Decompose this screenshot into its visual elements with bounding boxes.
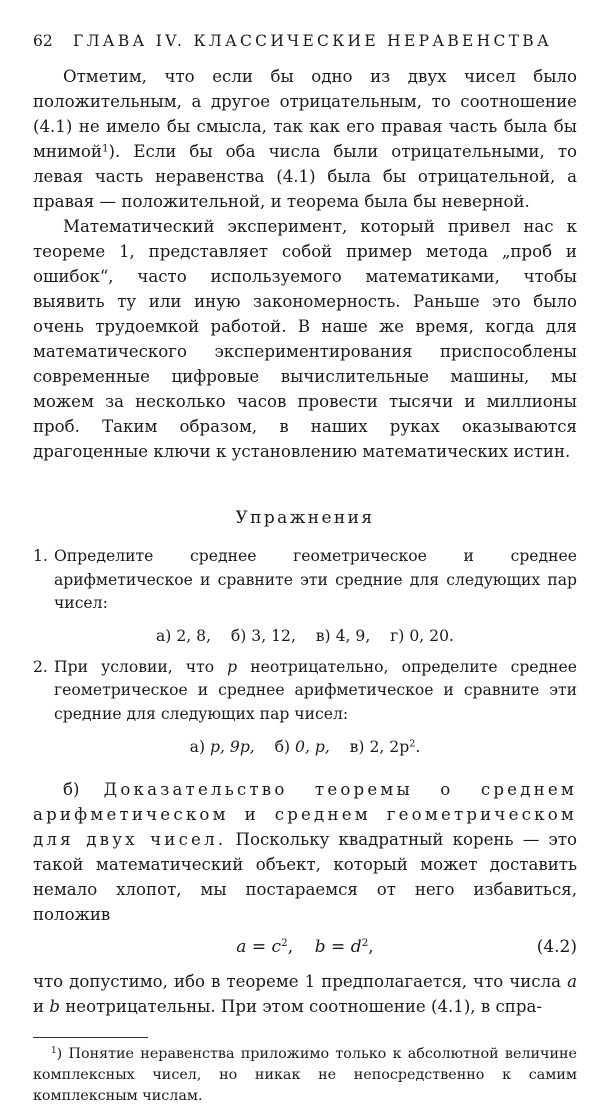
formula-end: ,	[368, 937, 374, 957]
answer-b-value: 0, p,	[295, 738, 330, 756]
footnote	[33, 1044, 577, 1107]
formula-var-c: c	[271, 937, 282, 957]
section-b-label: б)	[63, 780, 104, 799]
exercise-1-number: 1.	[33, 547, 48, 565]
answer-c-value: 2, 2p	[369, 738, 410, 756]
paragraph-2: Математический эксперимент, который привел нас к теореме 1, представляет собой пример метода „проб и ошибок“, часто используемого математиками, чтобы выявить ту или иную закономерность. Раньше это было очень трудоемкой работой. В наше же время, когда для математического экспериментирования приспособлены современные цифровые вычислительные машины, мы можем за несколько часов провести тысячи и миллионы проб. Таким образом, в наших руках оказываются драгоценные ключи к установлению математических истин.	[33, 217, 577, 461]
formula-equals-2: =	[325, 937, 351, 957]
exercise-2	[33, 656, 577, 727]
answer-c-exponent: 2	[409, 738, 416, 750]
answer-a-value: p, 9p,	[210, 738, 255, 756]
exercise-2-text-start: При условии, что	[54, 657, 228, 676]
paragraph-1-text: Отметим, что если бы одно из двух чисел было положительным, а другое отрицательным, то соотношение (4.1) не имело бы смысла, так как его правая часть была бы мнимой	[33, 67, 577, 161]
formula-separator: ,	[287, 937, 315, 957]
exercise-2-text-end: неотрицательно, определите среднее геометрическое и среднее арифметическое и сравните эти средние для следующих пар чисел:	[54, 657, 577, 723]
formula-var-d: d	[350, 937, 362, 957]
book-page	[33, 30, 577, 1107]
footnote-divider	[33, 1037, 148, 1038]
formula-4-2	[33, 933, 577, 963]
formula-number: (4.2)	[536, 937, 577, 957]
variable-p: p	[227, 657, 238, 676]
after-formula-text-1: что допустимо, ибо в теореме 1 предполагается, что числа	[33, 972, 568, 991]
running-head	[33, 30, 577, 52]
exercise-1	[33, 545, 577, 616]
formula-expression	[33, 937, 577, 957]
answer-c-label: в)	[349, 738, 370, 756]
paragraph-1	[33, 64, 577, 214]
formula-var-b: b	[314, 937, 326, 957]
after-formula-text-2: и	[33, 997, 50, 1016]
variable-b: b	[49, 997, 60, 1016]
variable-a: a	[567, 972, 577, 991]
formula-exp-d: 2	[361, 937, 369, 950]
exercise-2-number: 2.	[33, 657, 48, 676]
page-number: 62	[33, 32, 53, 50]
section-b-title: Доказательство теоремы о среднем арифметическом и среднем геометрическом для двух чисел.	[33, 780, 577, 849]
paragraph-1-text-end: ). Если бы оба числа были отрицательными, то левая часть неравенства (4.1) была бы отрицательной, а правая — положительной, и теорема была бы неверной.	[33, 142, 577, 211]
exercise-1-text: Определите среднее геометрическое и среднее арифметическое и сравните эти средние для следующих пар чисел:	[54, 547, 577, 612]
formula-equals-1: =	[246, 937, 272, 957]
after-formula-text-3: неотрицательны. При этом соотношение (4.1), в спра-	[59, 997, 542, 1016]
footnote-text: ) Понятие неравенства приложимо только к абсолютной величине комплексных чисел, но никак не непосредственно к самим комплексным числам.	[33, 1046, 577, 1104]
formula-var-a: a	[236, 937, 247, 957]
footnote-reference: 1	[101, 142, 109, 155]
exercise-1-answer-list: а) 2, 8, б) 3, 12, в) 4, 9, г) 0, 20.	[156, 626, 454, 645]
exercise-1-answers	[33, 624, 577, 648]
footnote-mark: 1	[51, 1046, 57, 1057]
exercise-2-answers	[33, 735, 577, 759]
answer-a-label: а)	[189, 738, 210, 756]
section-b-text: Поскольку квадратный корень — это такой математический объект, который может доставить немало хлопот, мы постараемся от него избавиться, положив	[33, 830, 577, 924]
formula-exp-c: 2	[281, 937, 288, 950]
exercises-heading: Упражнения	[235, 508, 375, 528]
paragraph-after-formula	[33, 969, 577, 1019]
chapter-title: ГЛАВА IV. КЛАССИЧЕСКИЕ НЕРАВЕНСТВА	[73, 32, 553, 50]
section-b-paragraph	[33, 777, 577, 927]
answer-b-label: б)	[274, 738, 296, 756]
answer-c-end: .	[415, 738, 421, 756]
